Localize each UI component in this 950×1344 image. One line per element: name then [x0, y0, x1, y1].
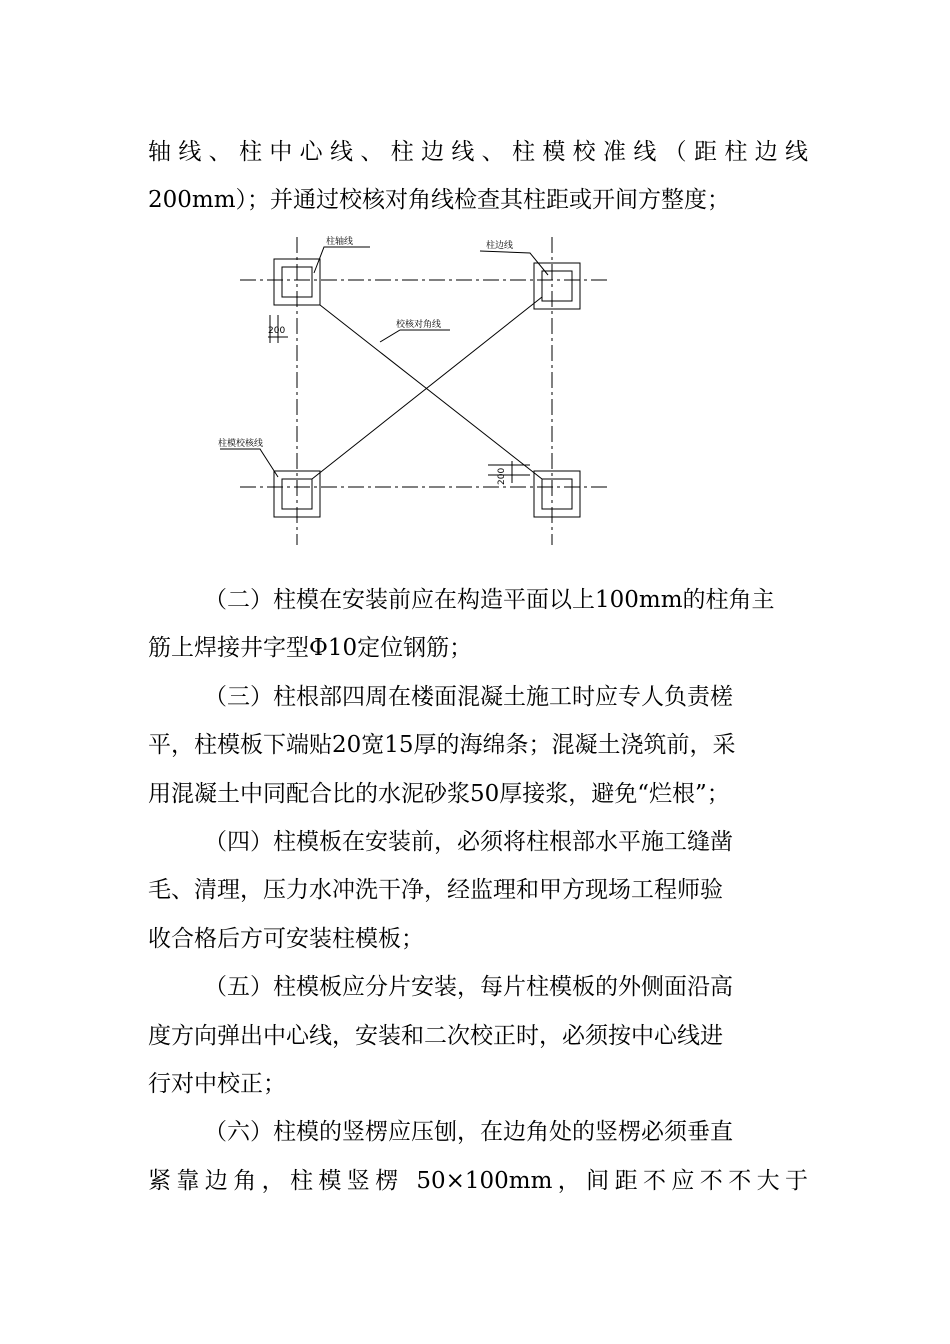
label-check-diagonal: 校核对角线 — [396, 320, 442, 330]
dimension-left-value: 200 — [268, 326, 286, 336]
column-layout-diagram — [218, 225, 630, 555]
leader-column-edge — [480, 251, 548, 275]
paragraph-5-line-2: 度方向弹出中心线，安装和二次校正时，必须按中心线进 — [148, 1023, 723, 1049]
label-calibration: 柱模校核线 — [218, 439, 264, 449]
paragraph-5-line-3: 行对中校正； — [148, 1071, 286, 1097]
label-column-axis: 柱轴线 — [326, 237, 354, 247]
paragraph-3-line-3: 用混凝土中同配合比的水泥砂浆50厚接浆，避免“烂根”； — [148, 781, 730, 807]
paragraph-4-line-2: 毛、清理，压力水冲洗干净，经监理和甲方现场工程师验 — [148, 877, 723, 903]
intro-line-1: 轴线、柱中心线、柱边线、柱模校准线（距柱边线 — [148, 139, 808, 165]
paragraph-3-line-1: （三）柱根部四周在楼面混凝土施工时应专人负责槎 — [204, 684, 733, 710]
paragraph-6-line-2: 紧靠边角，柱模竖楞 50×100mm，间距不应不不大于 — [148, 1168, 808, 1194]
paragraph-3-line-2: 平，柱模板下端贴20宽15厚的海绵条；混凝土浇筑前，采 — [148, 732, 736, 758]
column-top-right — [534, 263, 580, 309]
axis-lines — [240, 237, 610, 545]
paragraph-6-line-1: （六）柱模的竖楞应压刨，在边角处的竖楞必须垂直 — [204, 1119, 733, 1145]
check-diagonal-1 — [320, 305, 542, 479]
paragraph-2-line-1: （二）柱模在安装前应在构造平面以上100mm的柱角主 — [204, 587, 775, 613]
label-column-edge: 柱边线 — [486, 241, 514, 251]
paragraph-5-line-1: （五）柱模板应分片安装，每片柱模板的外侧面沿高 — [204, 974, 733, 1000]
leader-calibration — [220, 449, 278, 477]
paragraph-4-line-3: 收合格后方可安装柱模板； — [148, 926, 424, 952]
paragraph-2-line-2: 筋上焊接井字型Φ10定位钢筋； — [148, 635, 473, 661]
intro-line-2: 200mm）；并通过校核对角线检查其柱距或开间方整度； — [148, 187, 731, 213]
paragraph-4-line-1: （四）柱模板在安装前，必须将柱根部水平施工缝凿 — [204, 829, 733, 855]
leader-check-diagonal — [380, 330, 450, 342]
dimension-right-value: 200 — [497, 467, 507, 485]
leader-column-axis — [314, 247, 370, 273]
